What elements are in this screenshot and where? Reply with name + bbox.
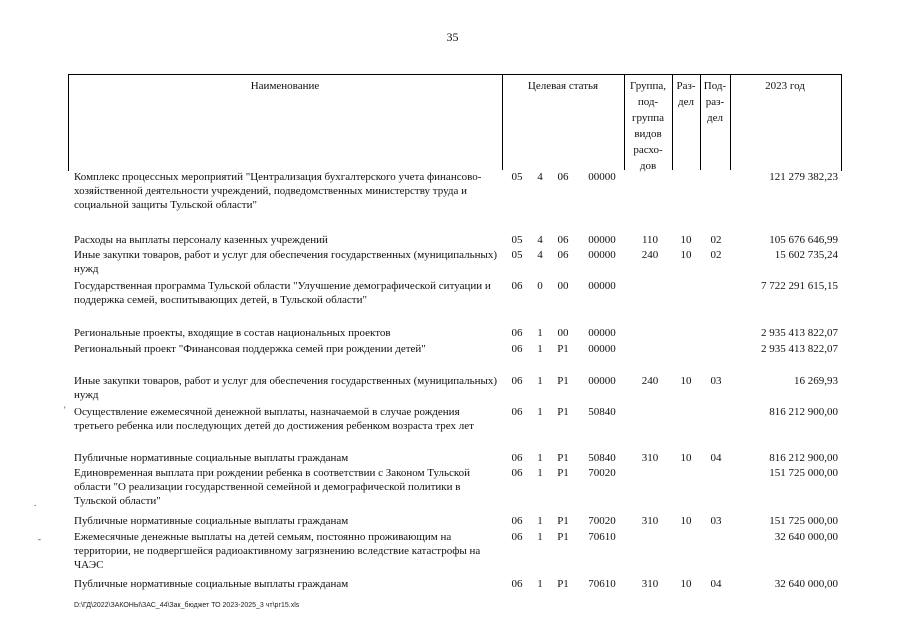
- cell-code-c: P1: [557, 343, 569, 355]
- cell-amount: 7 722 291 615,15: [761, 280, 838, 292]
- cell-group: 310: [641, 515, 659, 527]
- cell-code-b: 1: [537, 343, 543, 355]
- cell-code-b: 1: [537, 406, 543, 418]
- cell-code-b: 4: [537, 234, 543, 246]
- cell-code-c: P1: [557, 531, 569, 543]
- row-name: Публичные нормативные социальные выплаты гражданам: [74, 515, 349, 527]
- header-group: Группа, под- группа видов расхо- дов: [630, 80, 666, 172]
- cell-subsection: 02: [710, 234, 722, 246]
- cell-code-a: 06: [511, 578, 523, 590]
- cell-code-a: 06: [511, 343, 523, 355]
- cell-group: 310: [641, 578, 659, 590]
- cell-code-b: 1: [537, 531, 543, 543]
- cell-group: 240: [641, 375, 659, 387]
- row-name: Осуществление ежемесячной денежной выплаты, назначаемой в случае рождения третьего ребенка или последующих детей до достижения ребенком возраста трех лет: [74, 406, 474, 432]
- cell-code-a: 06: [511, 467, 523, 479]
- cell-code-a: 05: [511, 171, 523, 183]
- cell-code-a: 05: [511, 234, 523, 246]
- cell-subsection: 03: [710, 375, 722, 387]
- cell-code-b: 4: [537, 171, 543, 183]
- row-name: Ежемесячные денежные выплаты на детей семьям, постоянно проживающим на территории, не подвергшейся радиоактивному загрязнению вследствие катастрофы на ЧАЭС: [74, 531, 481, 571]
- cell-section: 10: [680, 515, 692, 527]
- cell-code-d: 00000: [588, 327, 616, 339]
- cell-amount: 816 212 900,00: [769, 452, 838, 464]
- cell-section: 10: [680, 375, 692, 387]
- cell-code-c: 00: [557, 280, 569, 292]
- cell-section: 10: [680, 578, 692, 590]
- cell-code-c: P1: [557, 375, 569, 387]
- header-subsection: Под- раз- дел: [703, 80, 727, 124]
- file-path-footer: D:\ГД\2022\ЗАКОНЫ\ЗАС_44\Зак_бюджет ТО 2023-2025_3 чт\рг15.xls: [74, 602, 300, 609]
- cell-amount: 816 212 900,00: [769, 406, 838, 418]
- cell-code-d: 00000: [588, 343, 616, 355]
- cell-code-a: 06: [511, 515, 523, 527]
- page-number: 35: [446, 30, 459, 44]
- cell-amount: 16 269,93: [794, 375, 838, 387]
- row-name: Государственная программа Тульской области "Улучшение демографической ситуации и поддержка семей, воспитывающих детей, в Тульской области": [74, 280, 491, 306]
- cell-code-c: P1: [557, 515, 569, 527]
- header-year: 2023 год: [765, 80, 805, 92]
- header-section: Раз- дел: [676, 80, 696, 108]
- row-name: Региональный проект "Финансовая поддержка семей при рождении детей": [74, 343, 426, 355]
- header-target: Целевая статья: [527, 80, 599, 92]
- cell-amount: 121 279 382,23: [769, 171, 838, 183]
- cell-subsection: 02: [710, 249, 722, 261]
- cell-amount: 151 725 000,00: [769, 467, 838, 479]
- cell-code-c: P1: [557, 467, 569, 479]
- row-name: Иные закупки товаров, работ и услуг для обеспечения государственных (муниципальных) нужд: [74, 249, 498, 275]
- cell-amount: 151 725 000,00: [769, 515, 838, 527]
- cell-code-d: 50840: [588, 406, 616, 418]
- cell-code-b: 1: [537, 327, 543, 339]
- margin-mark: ': [64, 405, 66, 415]
- row-name: Региональные проекты, входящие в состав национальных проектов: [74, 327, 391, 339]
- cell-code-b: 4: [537, 249, 543, 261]
- cell-amount: 2 935 413 822,07: [761, 327, 838, 339]
- cell-code-a: 06: [511, 531, 523, 543]
- cell-code-d: 70610: [588, 578, 616, 590]
- cell-code-b: 1: [537, 578, 543, 590]
- row-name: Публичные нормативные социальные выплаты гражданам: [74, 452, 349, 464]
- cell-subsection: 04: [710, 578, 722, 590]
- cell-code-d: 00000: [588, 171, 616, 183]
- cell-code-d: 50840: [588, 452, 616, 464]
- cell-code-a: 06: [511, 280, 523, 292]
- cell-code-d: 70020: [588, 515, 616, 527]
- cell-group: 240: [641, 249, 659, 261]
- cell-code-b: 0: [537, 280, 543, 292]
- cell-code-d: 70020: [588, 467, 616, 479]
- row-name: Единовременная выплата при рождении ребенка в соответствии с Законом Тульской области "О реализации государственной семейной и демографической политики в Тульской области": [74, 467, 471, 507]
- cell-code-c: 00: [557, 327, 569, 339]
- cell-amount: 32 640 000,00: [774, 578, 838, 590]
- cell-code-d: 00000: [588, 280, 616, 292]
- margin-mark: .: [34, 498, 37, 508]
- row-name: Иные закупки товаров, работ и услуг для обеспечения государственных (муниципальных) нужд: [74, 375, 498, 401]
- margin-mark: -: [38, 534, 41, 544]
- cell-code-c: P1: [557, 578, 569, 590]
- cell-amount: 105 676 646,99: [769, 234, 838, 246]
- row-name: Расходы на выплаты персоналу казенных учреждений: [74, 234, 328, 246]
- cell-code-b: 1: [537, 452, 543, 464]
- cell-code-d: 00000: [588, 234, 616, 246]
- cell-code-d: 00000: [588, 375, 616, 387]
- cell-amount: 15 602 735,24: [774, 249, 838, 261]
- cell-code-c: P1: [557, 406, 569, 418]
- cell-code-a: 06: [511, 327, 523, 339]
- cell-code-c: 06: [557, 234, 569, 246]
- cell-subsection: 03: [710, 515, 722, 527]
- cell-group: 310: [641, 452, 659, 464]
- row-name: Комплекс процессных мероприятий "Централизация бухгалтерского учета финансово-хозяйственной деятельности учреждений, подведомственных министерству труда и социальной защиты Тульской области": [74, 171, 482, 211]
- cell-code-c: 06: [557, 249, 569, 261]
- cell-code-b: 1: [537, 467, 543, 479]
- cell-code-d: 00000: [588, 249, 616, 261]
- cell-code-d: 70610: [588, 531, 616, 543]
- cell-group: 110: [641, 234, 659, 246]
- cell-code-a: 06: [511, 406, 523, 418]
- cell-code-b: 1: [537, 375, 543, 387]
- header-name: Наименование: [250, 80, 320, 92]
- cell-code-c: P1: [557, 452, 569, 464]
- cell-code-c: 06: [557, 171, 569, 183]
- row-name: Публичные нормативные социальные выплаты гражданам: [74, 578, 349, 590]
- cell-amount: 32 640 000,00: [774, 531, 838, 543]
- cell-code-a: 05: [511, 249, 523, 261]
- cell-code-b: 1: [537, 515, 543, 527]
- cell-section: 10: [680, 452, 692, 464]
- cell-section: 10: [680, 234, 692, 246]
- cell-code-a: 06: [511, 452, 523, 464]
- cell-amount: 2 935 413 822,07: [761, 343, 838, 355]
- cell-subsection: 04: [710, 452, 722, 464]
- cell-section: 10: [680, 249, 692, 261]
- cell-code-a: 06: [511, 375, 523, 387]
